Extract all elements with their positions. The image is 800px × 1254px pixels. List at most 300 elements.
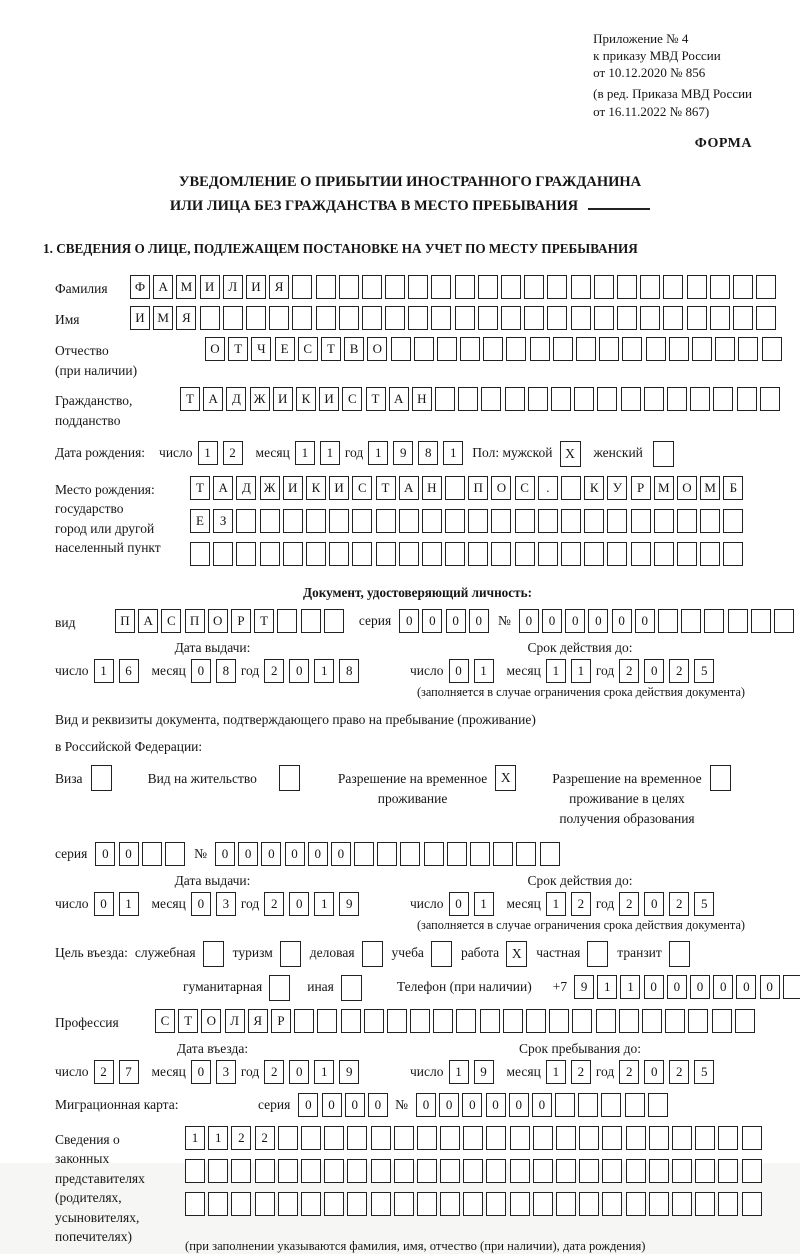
purpose-transit-checkbox[interactable] bbox=[669, 941, 690, 967]
residence-issue-month[interactable] bbox=[191, 892, 241, 916]
char-box[interactable] bbox=[385, 306, 405, 330]
char-box[interactable] bbox=[463, 1126, 483, 1150]
char-box[interactable] bbox=[561, 542, 581, 566]
birth-place-row1[interactable] bbox=[190, 476, 747, 500]
residence-valid-month[interactable] bbox=[546, 892, 596, 916]
char-box[interactable] bbox=[654, 542, 674, 566]
char-box[interactable] bbox=[547, 306, 567, 330]
identity-valid-day[interactable] bbox=[449, 659, 499, 683]
date-digit-box[interactable]: 1 bbox=[295, 441, 315, 465]
char-box[interactable] bbox=[677, 509, 697, 533]
char-box[interactable] bbox=[579, 1192, 599, 1216]
birth-place-row2[interactable] bbox=[190, 509, 747, 533]
char-box[interactable]: 1 bbox=[208, 1126, 228, 1150]
char-box[interactable] bbox=[376, 509, 396, 533]
date-digit-box[interactable]: 2 bbox=[571, 892, 591, 916]
char-box[interactable] bbox=[617, 275, 637, 299]
char-box[interactable] bbox=[533, 1126, 553, 1150]
given-name-field[interactable] bbox=[130, 306, 779, 330]
char-box[interactable]: 0 bbox=[760, 975, 780, 999]
char-box[interactable]: А bbox=[399, 476, 419, 500]
char-box[interactable] bbox=[640, 275, 660, 299]
char-box[interactable] bbox=[762, 337, 782, 361]
char-box[interactable] bbox=[723, 542, 743, 566]
char-box[interactable] bbox=[556, 1192, 576, 1216]
char-box[interactable] bbox=[538, 542, 558, 566]
char-box[interactable] bbox=[223, 306, 243, 330]
purpose-private-checkbox[interactable] bbox=[587, 941, 608, 967]
char-box[interactable] bbox=[231, 1192, 251, 1216]
char-box[interactable] bbox=[278, 1159, 298, 1183]
char-box[interactable] bbox=[556, 1159, 576, 1183]
char-box[interactable]: 0 bbox=[644, 975, 664, 999]
date-digit-box[interactable]: 0 bbox=[449, 659, 469, 683]
char-box[interactable] bbox=[663, 306, 683, 330]
date-digit-box[interactable]: 1 bbox=[314, 1060, 334, 1084]
date-digit-box[interactable]: 0 bbox=[289, 1060, 309, 1084]
entry-month[interactable] bbox=[191, 1060, 241, 1084]
date-digit-box[interactable]: 2 bbox=[571, 1060, 591, 1084]
char-box[interactable] bbox=[486, 1159, 506, 1183]
char-box[interactable] bbox=[602, 1126, 622, 1150]
char-box[interactable] bbox=[553, 337, 573, 361]
char-box[interactable]: А bbox=[213, 476, 233, 500]
char-box[interactable]: . bbox=[538, 476, 558, 500]
date-digit-box[interactable]: 1 bbox=[474, 659, 494, 683]
char-box[interactable] bbox=[700, 509, 720, 533]
char-box[interactable]: П bbox=[115, 609, 135, 633]
char-box[interactable] bbox=[756, 306, 776, 330]
date-digit-box[interactable]: 0 bbox=[94, 892, 114, 916]
char-box[interactable]: О bbox=[208, 609, 228, 633]
residence-series-field[interactable] bbox=[95, 842, 188, 866]
char-box[interactable]: 0 bbox=[308, 842, 328, 866]
purpose-humanitarian-checkbox[interactable] bbox=[269, 975, 290, 1001]
char-box[interactable] bbox=[649, 1126, 669, 1150]
char-box[interactable]: П bbox=[468, 476, 488, 500]
char-box[interactable] bbox=[665, 1009, 685, 1033]
char-box[interactable] bbox=[246, 306, 266, 330]
date-digit-box[interactable]: 1 bbox=[314, 892, 334, 916]
edu-permit-checkbox[interactable] bbox=[710, 765, 731, 791]
birth-year-field[interactable] bbox=[368, 441, 468, 465]
char-box[interactable] bbox=[533, 1192, 553, 1216]
char-box[interactable]: 1 bbox=[185, 1126, 205, 1150]
citizenship-field[interactable] bbox=[180, 387, 783, 411]
char-box[interactable]: 0 bbox=[261, 842, 281, 866]
residence-valid-day[interactable] bbox=[449, 892, 499, 916]
char-box[interactable] bbox=[549, 1009, 569, 1033]
char-box[interactable] bbox=[601, 1093, 621, 1117]
date-digit-box[interactable]: 0 bbox=[191, 892, 211, 916]
char-box[interactable]: 0 bbox=[486, 1093, 506, 1117]
identity-series-field[interactable] bbox=[399, 609, 492, 633]
char-box[interactable]: С bbox=[352, 476, 372, 500]
char-box[interactable]: 0 bbox=[565, 609, 585, 633]
char-box[interactable] bbox=[339, 306, 359, 330]
char-box[interactable]: Т bbox=[228, 337, 248, 361]
char-box[interactable] bbox=[391, 337, 411, 361]
char-box[interactable] bbox=[422, 542, 442, 566]
migration-card-number-field[interactable] bbox=[416, 1093, 671, 1117]
char-box[interactable] bbox=[640, 306, 660, 330]
char-box[interactable] bbox=[524, 306, 544, 330]
char-box[interactable] bbox=[515, 509, 535, 533]
char-box[interactable] bbox=[626, 1192, 646, 1216]
char-box[interactable]: Ф bbox=[130, 275, 150, 299]
char-box[interactable] bbox=[672, 1126, 692, 1150]
char-box[interactable] bbox=[607, 509, 627, 533]
legal-reps-row3[interactable] bbox=[185, 1192, 765, 1216]
char-box[interactable]: 0 bbox=[667, 975, 687, 999]
char-box[interactable]: Н bbox=[412, 387, 432, 411]
char-box[interactable] bbox=[364, 1009, 384, 1033]
char-box[interactable] bbox=[455, 275, 475, 299]
char-box[interactable] bbox=[501, 275, 521, 299]
char-box[interactable] bbox=[658, 609, 678, 633]
char-box[interactable]: Ж bbox=[260, 476, 280, 500]
residence-number-field[interactable] bbox=[215, 842, 563, 866]
birth-place-row3[interactable] bbox=[190, 542, 747, 566]
char-box[interactable] bbox=[483, 337, 503, 361]
char-box[interactable]: Т bbox=[376, 476, 396, 500]
char-box[interactable] bbox=[371, 1126, 391, 1150]
char-box[interactable]: С bbox=[342, 387, 362, 411]
char-box[interactable]: Я bbox=[269, 275, 289, 299]
char-box[interactable]: Т bbox=[178, 1009, 198, 1033]
char-box[interactable] bbox=[547, 275, 567, 299]
purpose-business-checkbox[interactable] bbox=[362, 941, 383, 967]
char-box[interactable]: 0 bbox=[119, 842, 139, 866]
date-digit-box[interactable]: 1 bbox=[368, 441, 388, 465]
purpose-study-checkbox[interactable] bbox=[431, 941, 452, 967]
char-box[interactable] bbox=[690, 387, 710, 411]
date-digit-box[interactable]: 6 bbox=[119, 659, 139, 683]
char-box[interactable] bbox=[551, 387, 571, 411]
identity-type-field[interactable] bbox=[115, 609, 347, 633]
date-digit-box[interactable]: 5 bbox=[694, 892, 714, 916]
char-box[interactable] bbox=[410, 1009, 430, 1033]
char-box[interactable] bbox=[316, 275, 336, 299]
stay-day[interactable] bbox=[449, 1060, 499, 1084]
date-digit-box[interactable]: 1 bbox=[546, 892, 566, 916]
char-box[interactable]: О bbox=[201, 1009, 221, 1033]
char-box[interactable]: О bbox=[205, 337, 225, 361]
char-box[interactable]: 0 bbox=[322, 1093, 342, 1117]
date-digit-box[interactable]: 9 bbox=[474, 1060, 494, 1084]
date-digit-box[interactable]: 3 bbox=[216, 1060, 236, 1084]
char-box[interactable] bbox=[561, 476, 581, 500]
char-box[interactable] bbox=[347, 1126, 367, 1150]
char-box[interactable]: 0 bbox=[331, 842, 351, 866]
char-box[interactable] bbox=[491, 542, 511, 566]
char-box[interactable]: 0 bbox=[298, 1093, 318, 1117]
char-box[interactable] bbox=[728, 609, 748, 633]
char-box[interactable]: И bbox=[319, 387, 339, 411]
date-digit-box[interactable]: 2 bbox=[669, 659, 689, 683]
identity-issue-month[interactable] bbox=[191, 659, 241, 683]
char-box[interactable] bbox=[621, 387, 641, 411]
char-box[interactable] bbox=[435, 387, 455, 411]
char-box[interactable] bbox=[190, 542, 210, 566]
char-box[interactable] bbox=[301, 1159, 321, 1183]
char-box[interactable] bbox=[677, 542, 697, 566]
date-digit-box[interactable]: 0 bbox=[449, 892, 469, 916]
char-box[interactable] bbox=[486, 1126, 506, 1150]
char-box[interactable] bbox=[213, 542, 233, 566]
char-box[interactable]: И bbox=[273, 387, 293, 411]
char-box[interactable] bbox=[292, 306, 312, 330]
char-box[interactable]: 0 bbox=[416, 1093, 436, 1117]
char-box[interactable] bbox=[602, 1159, 622, 1183]
char-box[interactable] bbox=[339, 275, 359, 299]
char-box[interactable]: Т bbox=[254, 609, 274, 633]
char-box[interactable] bbox=[142, 842, 162, 866]
patronymic-field[interactable] bbox=[205, 337, 785, 361]
date-digit-box[interactable]: 1 bbox=[571, 659, 591, 683]
date-digit-box[interactable]: 0 bbox=[191, 1060, 211, 1084]
char-box[interactable]: Л bbox=[223, 275, 243, 299]
char-box[interactable]: 2 bbox=[255, 1126, 275, 1150]
char-box[interactable] bbox=[478, 306, 498, 330]
surname-field[interactable] bbox=[130, 275, 779, 299]
char-box[interactable] bbox=[260, 509, 280, 533]
char-box[interactable]: Н bbox=[422, 476, 442, 500]
char-box[interactable] bbox=[352, 509, 372, 533]
char-box[interactable] bbox=[528, 387, 548, 411]
char-box[interactable]: 0 bbox=[469, 609, 489, 633]
char-box[interactable] bbox=[626, 1159, 646, 1183]
char-box[interactable] bbox=[463, 1159, 483, 1183]
char-box[interactable] bbox=[704, 609, 724, 633]
char-box[interactable]: 0 bbox=[519, 609, 539, 633]
char-box[interactable]: 0 bbox=[345, 1093, 365, 1117]
char-box[interactable] bbox=[756, 275, 776, 299]
date-digit-box[interactable]: 2 bbox=[264, 1060, 284, 1084]
char-box[interactable] bbox=[493, 842, 513, 866]
char-box[interactable] bbox=[718, 1126, 738, 1150]
char-box[interactable] bbox=[301, 1126, 321, 1150]
date-digit-box[interactable]: 8 bbox=[339, 659, 359, 683]
sex-male-checkbox[interactable]: X bbox=[560, 441, 581, 467]
identity-number-field[interactable] bbox=[519, 609, 797, 633]
char-box[interactable]: Д bbox=[236, 476, 256, 500]
char-box[interactable] bbox=[231, 1159, 251, 1183]
char-box[interactable] bbox=[695, 1126, 715, 1150]
stay-year[interactable] bbox=[619, 1060, 719, 1084]
char-box[interactable] bbox=[710, 306, 730, 330]
char-box[interactable]: И bbox=[329, 476, 349, 500]
char-box[interactable] bbox=[663, 275, 683, 299]
char-box[interactable] bbox=[424, 842, 444, 866]
char-box[interactable] bbox=[649, 1192, 669, 1216]
birth-month-field[interactable] bbox=[295, 441, 345, 465]
char-box[interactable] bbox=[329, 509, 349, 533]
char-box[interactable] bbox=[646, 337, 666, 361]
char-box[interactable]: 0 bbox=[368, 1093, 388, 1117]
date-digit-box[interactable]: 0 bbox=[191, 659, 211, 683]
char-box[interactable]: Т bbox=[321, 337, 341, 361]
char-box[interactable]: 0 bbox=[532, 1093, 552, 1117]
char-box[interactable] bbox=[481, 387, 501, 411]
char-box[interactable]: 0 bbox=[588, 609, 608, 633]
char-box[interactable] bbox=[524, 275, 544, 299]
char-box[interactable] bbox=[631, 542, 651, 566]
purpose-other-checkbox[interactable] bbox=[341, 975, 362, 1001]
char-box[interactable]: Я bbox=[248, 1009, 268, 1033]
date-digit-box[interactable]: 2 bbox=[669, 1060, 689, 1084]
char-box[interactable]: О bbox=[367, 337, 387, 361]
char-box[interactable] bbox=[317, 1009, 337, 1033]
char-box[interactable] bbox=[458, 387, 478, 411]
date-digit-box[interactable]: 1 bbox=[94, 659, 114, 683]
char-box[interactable] bbox=[455, 306, 475, 330]
purpose-official-checkbox[interactable] bbox=[203, 941, 224, 967]
char-box[interactable] bbox=[352, 542, 372, 566]
char-box[interactable]: К bbox=[296, 387, 316, 411]
date-digit-box[interactable]: 3 bbox=[216, 892, 236, 916]
char-box[interactable]: И bbox=[246, 275, 266, 299]
char-box[interactable]: С bbox=[298, 337, 318, 361]
date-digit-box[interactable]: 9 bbox=[339, 1060, 359, 1084]
char-box[interactable] bbox=[399, 509, 419, 533]
char-box[interactable]: М bbox=[700, 476, 720, 500]
char-box[interactable] bbox=[687, 275, 707, 299]
char-box[interactable]: 0 bbox=[399, 609, 419, 633]
char-box[interactable] bbox=[713, 387, 733, 411]
profession-field[interactable] bbox=[155, 1009, 758, 1033]
char-box[interactable] bbox=[576, 337, 596, 361]
char-box[interactable] bbox=[324, 1159, 344, 1183]
char-box[interactable] bbox=[718, 1192, 738, 1216]
migration-card-series-field[interactable] bbox=[298, 1093, 391, 1117]
char-box[interactable] bbox=[329, 542, 349, 566]
char-box[interactable]: Р bbox=[631, 476, 651, 500]
char-box[interactable] bbox=[324, 609, 344, 633]
char-box[interactable] bbox=[306, 542, 326, 566]
char-box[interactable] bbox=[774, 609, 794, 633]
char-box[interactable]: 0 bbox=[509, 1093, 529, 1117]
char-box[interactable] bbox=[371, 1192, 391, 1216]
char-box[interactable]: А bbox=[153, 275, 173, 299]
char-box[interactable]: Д bbox=[226, 387, 246, 411]
date-digit-box[interactable]: 0 bbox=[289, 892, 309, 916]
char-box[interactable] bbox=[505, 387, 525, 411]
char-box[interactable]: 0 bbox=[238, 842, 258, 866]
char-box[interactable]: Я bbox=[176, 306, 196, 330]
char-box[interactable] bbox=[533, 1159, 553, 1183]
char-box[interactable]: С bbox=[155, 1009, 175, 1033]
char-box[interactable] bbox=[556, 1126, 576, 1150]
char-box[interactable] bbox=[526, 1009, 546, 1033]
char-box[interactable] bbox=[692, 337, 712, 361]
char-box[interactable] bbox=[622, 337, 642, 361]
char-box[interactable]: И bbox=[283, 476, 303, 500]
char-box[interactable] bbox=[579, 1159, 599, 1183]
char-box[interactable]: 0 bbox=[439, 1093, 459, 1117]
char-box[interactable] bbox=[417, 1126, 437, 1150]
visa-checkbox[interactable] bbox=[91, 765, 112, 791]
date-digit-box[interactable]: 9 bbox=[393, 441, 413, 465]
char-box[interactable]: А bbox=[203, 387, 223, 411]
date-digit-box[interactable]: 1 bbox=[320, 441, 340, 465]
char-box[interactable]: 0 bbox=[736, 975, 756, 999]
char-box[interactable] bbox=[362, 275, 382, 299]
char-box[interactable] bbox=[538, 509, 558, 533]
char-box[interactable]: 0 bbox=[215, 842, 235, 866]
entry-year[interactable] bbox=[264, 1060, 364, 1084]
char-box[interactable] bbox=[687, 306, 707, 330]
char-box[interactable] bbox=[400, 842, 420, 866]
char-box[interactable] bbox=[354, 842, 374, 866]
char-box[interactable] bbox=[602, 1192, 622, 1216]
char-box[interactable]: Т bbox=[180, 387, 200, 411]
char-box[interactable] bbox=[417, 1192, 437, 1216]
char-box[interactable] bbox=[723, 509, 743, 533]
char-box[interactable]: 0 bbox=[95, 842, 115, 866]
char-box[interactable] bbox=[377, 842, 397, 866]
identity-issue-day[interactable] bbox=[94, 659, 144, 683]
char-box[interactable] bbox=[433, 1009, 453, 1033]
char-box[interactable]: 0 bbox=[690, 975, 710, 999]
date-digit-box[interactable]: 2 bbox=[619, 1060, 639, 1084]
char-box[interactable] bbox=[510, 1126, 530, 1150]
char-box[interactable]: 0 bbox=[713, 975, 733, 999]
char-box[interactable] bbox=[596, 1009, 616, 1033]
char-box[interactable] bbox=[737, 387, 757, 411]
char-box[interactable] bbox=[607, 542, 627, 566]
char-box[interactable] bbox=[347, 1192, 367, 1216]
char-box[interactable]: Л bbox=[225, 1009, 245, 1033]
char-box[interactable]: Т bbox=[366, 387, 386, 411]
char-box[interactable] bbox=[561, 509, 581, 533]
char-box[interactable] bbox=[718, 1159, 738, 1183]
char-box[interactable] bbox=[362, 306, 382, 330]
char-box[interactable]: 2 bbox=[231, 1126, 251, 1150]
char-box[interactable]: Т bbox=[190, 476, 210, 500]
identity-valid-year[interactable] bbox=[619, 659, 719, 683]
char-box[interactable] bbox=[408, 306, 428, 330]
char-box[interactable]: В bbox=[344, 337, 364, 361]
char-box[interactable] bbox=[480, 1009, 500, 1033]
char-box[interactable] bbox=[700, 542, 720, 566]
char-box[interactable] bbox=[440, 1159, 460, 1183]
date-digit-box[interactable]: 1 bbox=[119, 892, 139, 916]
char-box[interactable] bbox=[574, 387, 594, 411]
date-digit-box[interactable]: 1 bbox=[546, 659, 566, 683]
char-box[interactable] bbox=[619, 1009, 639, 1033]
char-box[interactable] bbox=[200, 306, 220, 330]
char-box[interactable] bbox=[625, 1093, 645, 1117]
char-box[interactable] bbox=[394, 1159, 414, 1183]
char-box[interactable] bbox=[578, 1093, 598, 1117]
char-box[interactable] bbox=[584, 542, 604, 566]
char-box[interactable] bbox=[631, 509, 651, 533]
char-box[interactable]: 0 bbox=[462, 1093, 482, 1117]
sex-female-checkbox[interactable] bbox=[653, 441, 674, 467]
char-box[interactable]: О bbox=[677, 476, 697, 500]
char-box[interactable] bbox=[688, 1009, 708, 1033]
char-box[interactable] bbox=[185, 1159, 205, 1183]
char-box[interactable] bbox=[445, 542, 465, 566]
char-box[interactable] bbox=[760, 387, 780, 411]
date-digit-box[interactable]: 1 bbox=[474, 892, 494, 916]
char-box[interactable] bbox=[742, 1159, 762, 1183]
char-box[interactable] bbox=[654, 509, 674, 533]
date-digit-box[interactable]: 2 bbox=[264, 892, 284, 916]
char-box[interactable] bbox=[649, 1159, 669, 1183]
date-digit-box[interactable]: 1 bbox=[546, 1060, 566, 1084]
